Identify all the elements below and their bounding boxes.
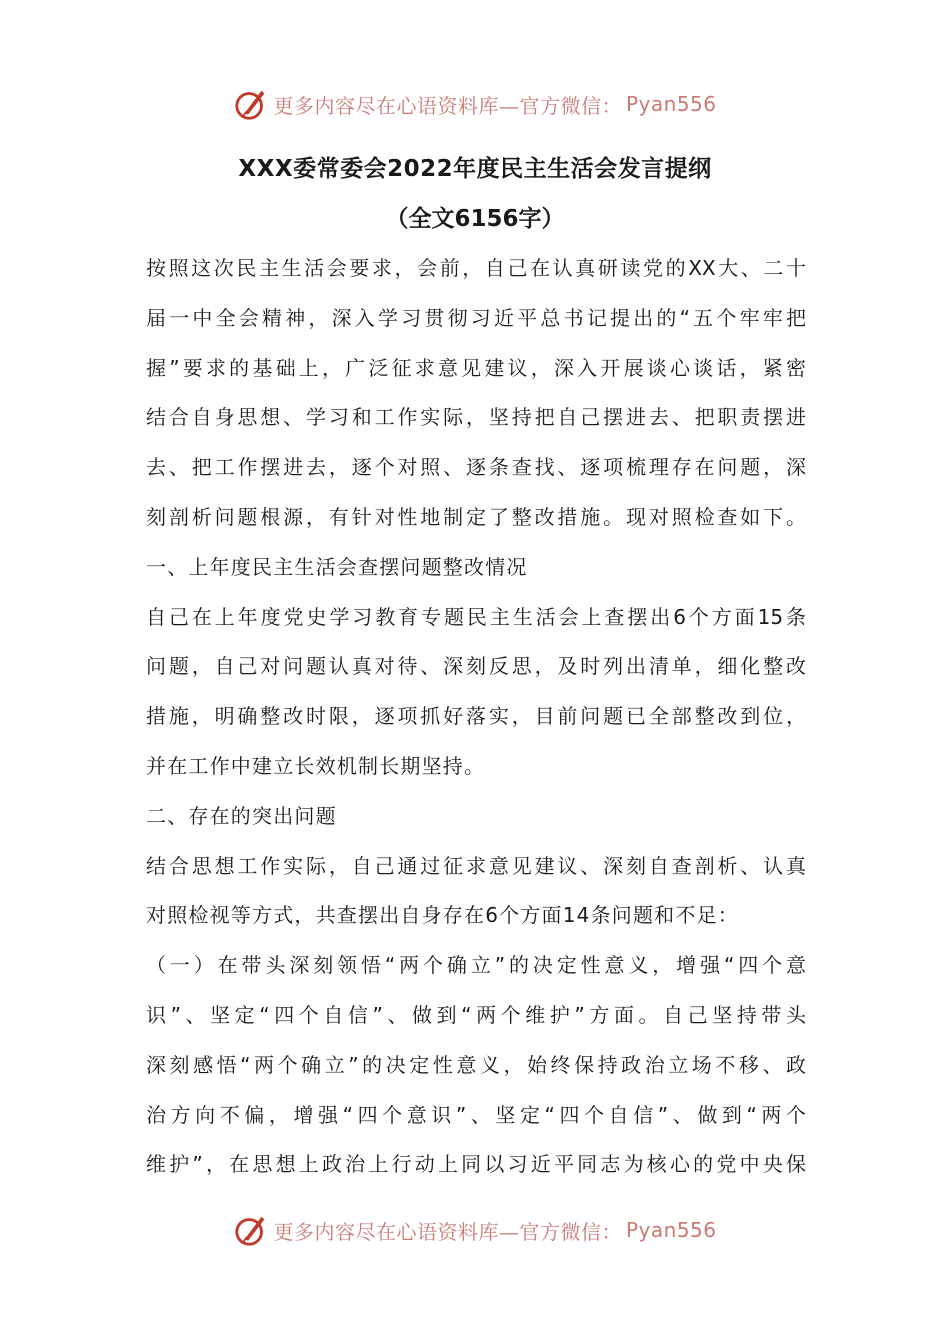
text-line: 去、把工作摆进去，逐个对照、逐条查找、逐项梳理存在问题，深 [146,455,806,480]
quill-logo-icon [233,1211,271,1249]
text-line: 刻剖析问题根源，有针对性地制定了整改措施。现对照检查如下。 [146,504,806,529]
watermark-text: 更多内容尽在心语资料库—官方微信： [273,93,622,118]
document-subtitle: （全文6156字） [385,206,565,232]
text-line: 结合自身思想、学习和工作实际，坚持把自己摆进去、把职责摆进 [146,405,806,430]
text-line: 识”、坚定“四个自信”、做到“两个维护”方面。自己坚持带头 [146,1002,806,1027]
section-heading: 二、存在的突出问题 [146,803,337,828]
watermark-text: 更多内容尽在心语资料库—官方微信： [273,1219,622,1244]
text-line: 对照检视等方式，共查摆出自身存在6个方面14条问题和不足： [146,903,739,928]
wechat-id: Pyan556 [625,1218,717,1242]
quill-logo-icon [233,85,271,123]
text-line: 治方向不偏，增强“四个意识”、坚定“四个自信”、做到“两个 [146,1102,806,1127]
footer-watermark [0,1210,950,1250]
text-line: （一）在带头深刻领悟“两个确立”的决定性意义，增强“四个意 [146,953,806,978]
text-line: 按照这次民主生活会要求，会前，自己在认真研读党的XX大、二十 [146,256,806,280]
document-title: XXX委常委会2022年度民主生活会发言提纲 [238,156,712,182]
text-line: 维护”，在思想上政治上行动上同以习近平同志为核心的党中央保 [146,1152,806,1177]
text-line: 问题，自己对问题认真对待、深刻反思，及时列出清单，细化整改 [146,654,806,679]
text-line: 届一中全会精神，深入学习贯彻习近平总书记提出的“五个牢牢把 [146,305,806,330]
document-body [146,244,806,1190]
text-line: 自己在上年度党史学习教育专题民主生活会上查摆出6个方面15条 [146,604,806,629]
text-line: 结合思想工作实际，自己通过征求意见建议、深刻自查剖析、认真 [146,853,806,878]
header-watermark [0,84,950,124]
text-line: 并在工作中建立长效机制长期坚持。 [146,753,486,778]
section-heading: 一、上年度民主生活会查摆问题整改情况 [146,554,528,579]
text-line: 措施，明确整改时限，逐项抓好落实，目前问题已全部整改到位， [146,704,806,729]
wechat-id: Pyan556 [625,92,717,116]
text-line: 握”要求的基础上，广泛征求意见建议，深入开展谈心谈话，紧密 [146,355,806,380]
text-line: 深刻感悟“两个确立”的决定性意义，始终保持政治立场不移、政 [146,1052,806,1077]
